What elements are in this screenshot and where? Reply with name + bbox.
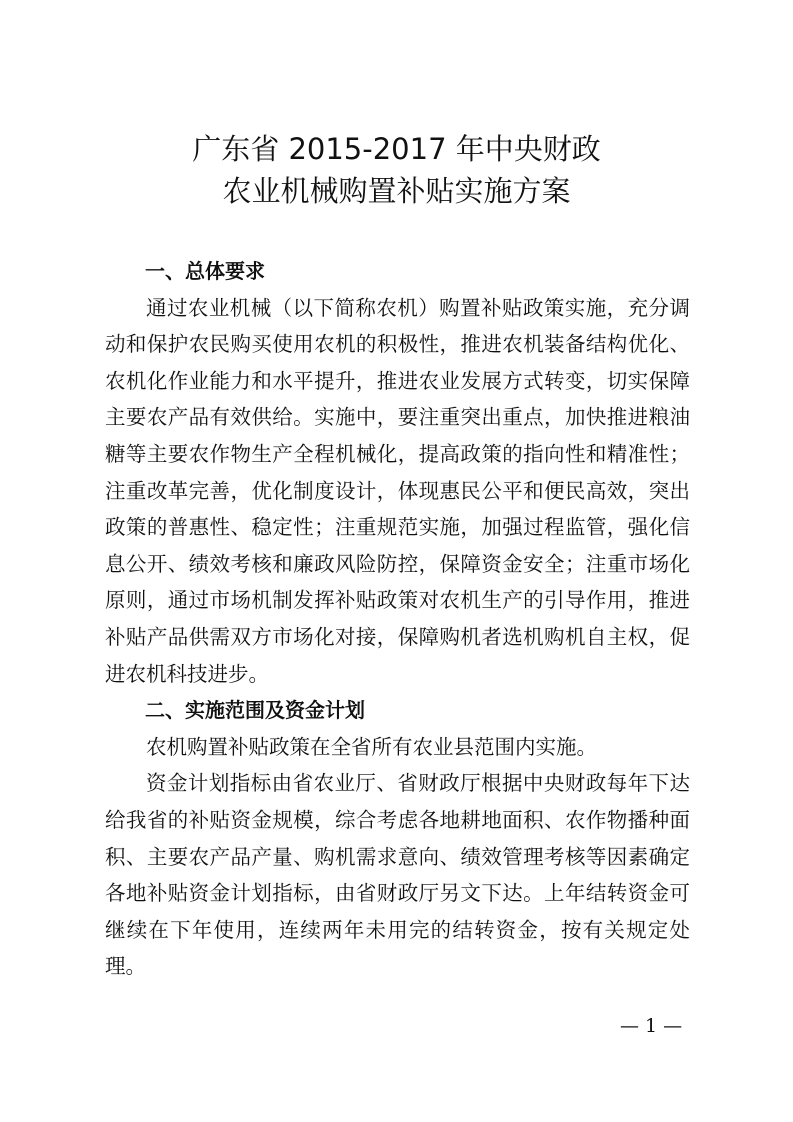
section-heading-scope-and-funding: 二、实施范围及资金计划	[145, 698, 365, 723]
paragraph-scope: 农机购置补贴政策在全省所有农业县范围内实施。	[146, 734, 597, 759]
document-title-line-1: 广东省 2015-2017 年中央财政	[192, 132, 601, 166]
section-heading-general-requirements: 一、总体要求	[145, 259, 265, 283]
document-title-line-2: 农业机械购置补贴实施方案	[222, 174, 571, 208]
paragraph-general-requirements: 通过农业机械（以下简称农机）购置补贴政策实施，充分调动和保护农民购买使用农机的积极性，推进农机装备结构优化、农机化作业能力和水平提升，推进农业发展方式转变，切实保障主要农产品有效供给。实施中，要注重突出重点，加快推进粮油糖等主要农作物生产全程机械化，提高政策的指向性和精准性；注重改革完善，优化制度设计，体现惠民公平和便民高效，突出政策的普惠性、稳定性；注重规范实施，加强过程监管，强化信息公开、绩效考核和廉政风险防控，保障资金安全；注重市场化原则，通过市场机制发挥补贴政策对农机生产的引导作用，推进补贴产品供需双方市场化对接，保障购机者选机购机自主权，促进农机科技进步。	[105, 295, 690, 686]
document-body	[105, 253, 690, 985]
page-number: — 1 —	[620, 1015, 683, 1037]
paragraph-funding-plan: 资金计划指标由省农业厅、省财政厅根据中央财政每年下达给我省的补贴资金规模，综合考虑各地耕地面积、农作物播种面积、主要农产品产量、购机需求意向、绩效管理考核等因素确定各地补贴资金计划指标，由省财政厅另文下达。上年结转资金可继续在下年使用，连续两年未用完的结转资金，按有关规定处理。	[105, 771, 690, 979]
